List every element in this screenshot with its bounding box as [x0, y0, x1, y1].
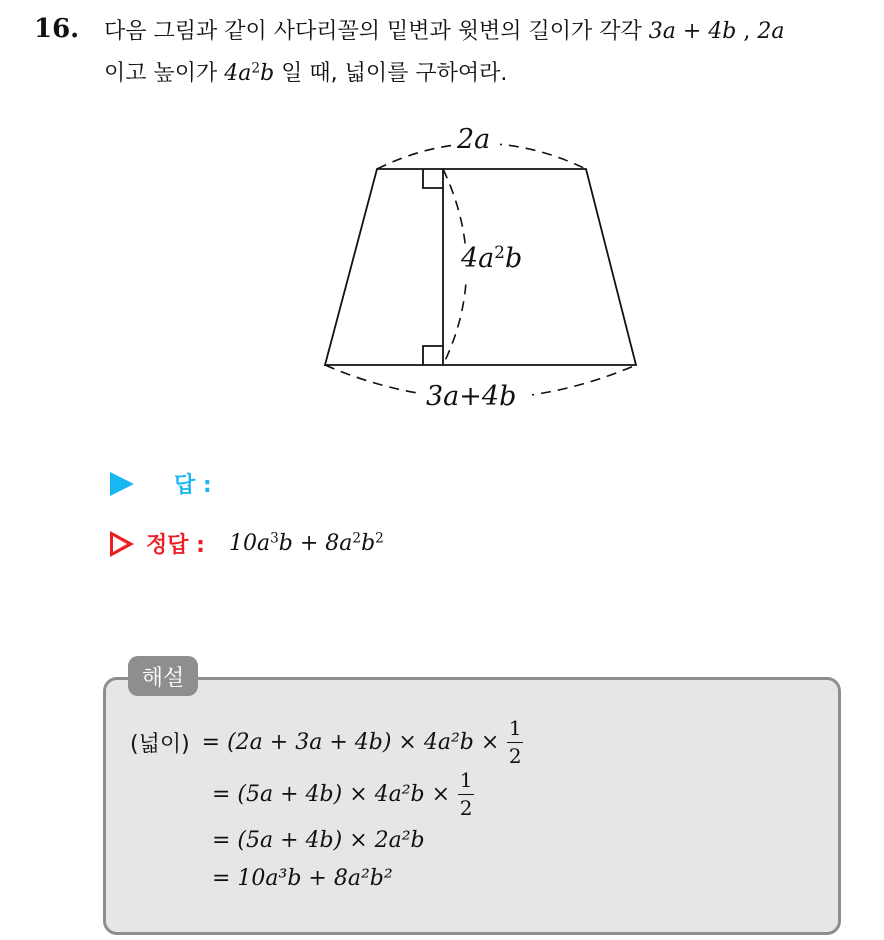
question-number: 16. [34, 14, 80, 44]
question-text: 다음 그림과 같이 사다리꼴의 밑변과 윗변의 길이가 각각 [104, 19, 642, 44]
separator-comma: , [743, 19, 751, 44]
solution-expr-1: = (2a + 3a + 4b) × 4a²b × [201, 730, 500, 755]
height-label: $4a^2b$ [461, 241, 523, 274]
solution-tab: 해설 [128, 656, 198, 696]
solution-line-4 [212, 866, 393, 891]
bottom-base-label: 3a+4b [426, 381, 517, 412]
area-label: (넓이) [130, 732, 190, 757]
solution-expr-2: = (5a + 4b) × 4a²b × [212, 782, 451, 807]
top-length-expr: 2a [757, 19, 785, 44]
solution-line-3 [212, 828, 425, 853]
fraction-half-2: $\frac{1}{2}$ [459, 768, 473, 820]
bottom-length-expr: 3a + 4b [648, 19, 737, 44]
solution-expr-3: = (5a + 4b) × 2a²b [212, 828, 425, 853]
outline-triangle-icon [110, 531, 134, 557]
solution-line-2 [212, 770, 474, 819]
solution-line-1 [130, 718, 523, 767]
answer-row [110, 468, 212, 499]
top-base-label: 2a [457, 124, 491, 155]
right-angle-mark-top [423, 169, 443, 188]
correct-answer-label: 정답 : [146, 533, 205, 558]
play-triangle-icon [110, 472, 134, 496]
height-expr: $4a^2b$ [224, 60, 275, 86]
correct-answer-row [110, 528, 384, 559]
correct-answer-value: $10a^3b + 8a^2b^2$ [228, 530, 384, 556]
answer-label: 답 : [174, 473, 212, 498]
solution-expr-4: = 10a³b + 8a²b² [212, 866, 393, 891]
question-text-end: 일 때, 넓이를 구하여라. [281, 61, 508, 86]
question-text-height: 이고 높이가 [104, 61, 218, 86]
fraction-half-1: $\frac{1}{2}$ [508, 716, 522, 768]
right-angle-mark-bottom [423, 346, 443, 365]
